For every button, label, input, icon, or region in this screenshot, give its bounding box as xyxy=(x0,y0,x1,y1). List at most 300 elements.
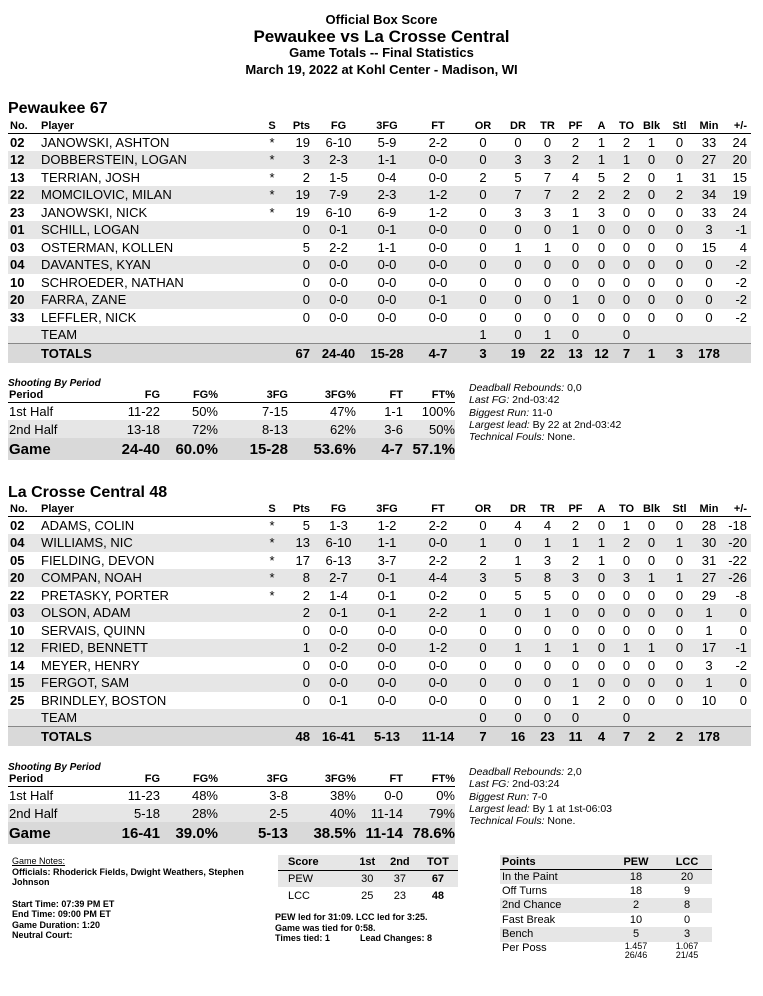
steals: 0 xyxy=(664,221,695,239)
total-player-name: TOTALS xyxy=(39,727,261,746)
def-rebounds: 0 xyxy=(514,135,522,150)
assists: 0 xyxy=(589,569,614,587)
steals: 0 xyxy=(664,151,695,169)
turnovers: 2 xyxy=(622,135,631,150)
field-goals: 1-3 xyxy=(329,518,348,533)
jersey-number xyxy=(8,709,39,727)
player-row xyxy=(8,674,751,692)
field-goals: 0-0 xyxy=(316,291,361,309)
free-throws: 4-4 xyxy=(413,569,463,587)
def-rebounds: 1 xyxy=(503,639,533,657)
points-row xyxy=(500,942,712,960)
plus-minus: 0 xyxy=(723,674,751,692)
column-header-plus-minus: +/- xyxy=(723,503,751,517)
total-points: 67 xyxy=(283,344,316,363)
column-header-off-rebounds: OR xyxy=(463,120,503,134)
points-header: PEW xyxy=(610,855,662,869)
assists: 3 xyxy=(597,204,606,220)
jersey-number: 02 xyxy=(10,135,25,150)
shooting-cell: 3-8 xyxy=(269,787,288,803)
free-throws: 0-0 xyxy=(428,239,448,255)
jersey-number: 05 xyxy=(10,552,25,568)
jersey-number: 14 xyxy=(10,657,25,673)
jersey-number: 33 xyxy=(10,309,25,325)
free-throws: 0-0 xyxy=(413,534,463,552)
points: 0 xyxy=(283,674,316,692)
points-breakdown-table xyxy=(500,855,712,960)
points: 0 xyxy=(302,274,310,290)
three-pointers: 0-0 xyxy=(377,692,397,708)
shooting-cell: 1st Half xyxy=(9,403,54,419)
starter-mark: * xyxy=(269,552,275,568)
three-pointers: 0-0 xyxy=(377,309,397,325)
total-field-goals: 24-40 xyxy=(316,344,361,363)
player-row xyxy=(8,256,751,274)
plus-minus: -20 xyxy=(723,534,751,552)
minutes: 1 xyxy=(695,604,723,622)
team-note xyxy=(469,407,621,419)
def-rebounds: 0 xyxy=(503,291,533,309)
turnovers: 0 xyxy=(622,309,631,325)
field-goals: 1-5 xyxy=(329,169,348,185)
column-header-def-rebounds: DR xyxy=(503,120,533,134)
points: 0 xyxy=(302,309,310,325)
shooting-table-home xyxy=(8,389,455,460)
points-header: LCC xyxy=(662,855,712,869)
total-minutes: 178 xyxy=(695,727,723,746)
personal-fouls: 0 xyxy=(571,309,580,325)
def-rebounds: 0 xyxy=(514,274,522,290)
points: 2 xyxy=(302,587,310,603)
column-header-assists: A xyxy=(589,503,614,517)
points-label: In the Paint xyxy=(500,869,610,884)
points-value: 18 xyxy=(610,869,662,884)
three-pointers: 0-1 xyxy=(361,569,413,587)
shooting-cell: 1st Half xyxy=(9,787,54,803)
minutes: 0 xyxy=(705,309,713,325)
plus-minus: -2 xyxy=(723,256,751,274)
free-throws: 1-2 xyxy=(428,204,448,220)
total-rebounds: 1 xyxy=(533,639,562,657)
turnovers: 2 xyxy=(614,534,639,552)
field-goals: 2-2 xyxy=(329,239,348,255)
note-label: Technical Fouls: xyxy=(469,815,545,828)
total-personal-fouls: 13 xyxy=(562,344,589,363)
points: 0 xyxy=(283,221,316,239)
total-plus-minus xyxy=(723,344,751,363)
plus-minus: 4 xyxy=(739,239,747,255)
def-rebounds: 7 xyxy=(503,186,533,204)
free-throws: 0-0 xyxy=(428,657,448,673)
points: 19 xyxy=(283,186,316,204)
free-throws: 0-0 xyxy=(428,692,448,708)
off-rebounds: 0 xyxy=(479,309,487,325)
total-rebounds: 7 xyxy=(543,169,552,185)
total-steals: 3 xyxy=(664,344,695,363)
shooting-period-row xyxy=(8,420,455,438)
jersey-number: 03 xyxy=(8,604,39,622)
shooting-cell: 48% xyxy=(191,787,218,803)
off-rebounds: 0 xyxy=(479,657,487,673)
player-name: TEAM xyxy=(39,326,261,344)
personal-fouls: 1 xyxy=(562,291,589,309)
column-header-jersey-number: No. xyxy=(8,503,39,517)
total-field-goals: 16-41 xyxy=(316,727,361,746)
player-name: MEYER, HENRY xyxy=(41,657,140,673)
points-label: Fast Break xyxy=(502,913,556,926)
personal-fouls: 1 xyxy=(562,534,589,552)
starter-mark: * xyxy=(261,151,283,169)
total-starter-mark xyxy=(261,344,283,363)
shooting-cell: 62% xyxy=(288,420,356,438)
plus-minus: -1 xyxy=(723,639,751,657)
starter-mark xyxy=(261,639,283,657)
matchup-title: Pewaukee vs La Crosse Central xyxy=(253,27,510,46)
free-throws: 0-0 xyxy=(428,169,448,185)
player-name: WILLIAMS, NIC xyxy=(39,534,261,552)
column-header-minutes: Min xyxy=(695,120,723,134)
blocks: 0 xyxy=(647,274,656,290)
off-rebounds: 0 xyxy=(463,291,503,309)
def-rebounds: 0 xyxy=(503,674,533,692)
note-value: 2nd-03:42 xyxy=(509,394,560,407)
jersey-number: 12 xyxy=(8,151,39,169)
team-note xyxy=(469,803,612,815)
shooting-cell: 7-15 xyxy=(261,403,288,419)
assists xyxy=(589,326,614,344)
column-header-off-rebounds: OR xyxy=(463,503,503,517)
player-row xyxy=(8,639,751,657)
total-rebounds: 0 xyxy=(533,674,562,692)
starter-mark: * xyxy=(269,204,275,220)
points: 1 xyxy=(283,639,316,657)
field-goals: 1-4 xyxy=(329,587,348,603)
player-row xyxy=(8,186,751,204)
off-rebounds: 0 xyxy=(463,674,503,692)
score-cell: 25 xyxy=(361,889,374,902)
blocks: 1 xyxy=(647,135,656,150)
free-throws: 2-2 xyxy=(428,552,448,568)
free-throws: 0-1 xyxy=(413,291,463,309)
turnovers: 0 xyxy=(622,204,631,220)
plus-minus: -18 xyxy=(728,518,747,533)
field-goals: 0-0 xyxy=(316,256,361,274)
neutral-court: Neutral Court: xyxy=(12,930,73,940)
player-row xyxy=(8,517,751,535)
three-pointers: 1-1 xyxy=(361,534,413,552)
turnovers: 1 xyxy=(622,518,631,533)
three-pointers: 5-9 xyxy=(377,135,397,150)
field-goals: 0-1 xyxy=(316,604,361,622)
steals: 1 xyxy=(675,169,684,185)
minutes: 29 xyxy=(701,587,717,603)
shooting-header: FT xyxy=(356,773,403,786)
team-note xyxy=(469,815,612,827)
shooting-cell: 0% xyxy=(436,787,455,803)
free-throws: 1-2 xyxy=(413,639,463,657)
player-row xyxy=(8,221,751,239)
note-label: Last FG: xyxy=(469,778,510,791)
plus-minus: -26 xyxy=(723,569,751,587)
total-blocks: 1 xyxy=(639,344,664,363)
total-rebounds: 3 xyxy=(543,204,552,220)
def-rebounds: 0 xyxy=(514,622,522,638)
plus-minus xyxy=(723,709,751,727)
team-note xyxy=(469,791,612,803)
player-name: TERRIAN, JOSH xyxy=(41,169,140,185)
total-rebounds: 5 xyxy=(543,587,552,603)
team-abbr: PEW xyxy=(278,870,353,887)
total-starter-mark xyxy=(261,727,283,746)
assists: 2 xyxy=(589,186,614,204)
team-notes-away xyxy=(469,766,612,827)
three-pointers: 3-7 xyxy=(377,552,397,568)
lead-changes: Lead Changes: 8 xyxy=(360,933,433,943)
column-header-assists: A xyxy=(589,120,614,134)
column-header-personal-fouls: PF xyxy=(562,120,589,134)
total-rebounds: 4 xyxy=(543,518,552,533)
per-poss-fraction: 21/45 xyxy=(675,949,699,960)
note-value: None. xyxy=(544,815,576,828)
points-label: 2nd Chance xyxy=(500,898,610,913)
three-pointers: 0-0 xyxy=(361,291,413,309)
assists: 0 xyxy=(589,674,614,692)
off-rebounds: 0 xyxy=(463,639,503,657)
off-rebounds: 2 xyxy=(479,169,487,185)
steals: 0 xyxy=(675,518,684,533)
team-note xyxy=(469,431,621,443)
player-row xyxy=(8,151,751,169)
column-header-jersey-number: No. xyxy=(8,120,39,134)
points: 0 xyxy=(283,291,316,309)
turnovers: 0 xyxy=(614,709,639,727)
starter-mark xyxy=(261,309,283,327)
field-goals: 6-13 xyxy=(325,552,352,568)
note-value: 11-0 xyxy=(529,406,553,419)
blocks: 0 xyxy=(647,552,656,568)
starter-mark xyxy=(261,239,283,257)
player-name: OLSON, ADAM xyxy=(39,604,261,622)
points: 5 xyxy=(302,239,310,255)
field-goals: 0-0 xyxy=(329,309,348,325)
turnovers: 0 xyxy=(614,221,639,239)
free-throws: 1-2 xyxy=(413,186,463,204)
score-cell: 23 xyxy=(393,889,406,902)
column-header-free-throws: FT xyxy=(413,503,463,517)
player-row xyxy=(8,534,751,552)
shooting-game-row xyxy=(8,438,455,460)
blocks: 0 xyxy=(639,186,664,204)
steals: 0 xyxy=(675,622,684,638)
points-header: Points xyxy=(500,855,610,869)
points-row xyxy=(500,898,712,913)
def-rebounds: 4 xyxy=(514,518,522,533)
field-goals: 2-3 xyxy=(316,151,361,169)
jersey-number: 23 xyxy=(10,204,25,220)
points-value: 5 xyxy=(610,927,662,942)
plus-minus: 24 xyxy=(732,135,747,150)
total-rebounds: 0 xyxy=(533,221,562,239)
plus-minus: 0 xyxy=(739,692,747,708)
jersey-number: 22 xyxy=(8,186,39,204)
shooting-cell: 57.1% xyxy=(403,438,455,460)
points-value: 3 xyxy=(662,927,712,942)
def-rebounds: 0 xyxy=(503,709,533,727)
personal-fouls: 0 xyxy=(571,587,580,603)
minutes: 10 xyxy=(701,692,717,708)
jersey-number: 01 xyxy=(8,221,39,239)
personal-fouls: 2 xyxy=(571,518,580,533)
date-venue: March 19, 2022 at Kohl Center - Madison, WI xyxy=(245,62,518,77)
def-rebounds: 5 xyxy=(514,587,522,603)
blocks: 0 xyxy=(647,692,656,708)
shooting-cell: 11-14 xyxy=(356,822,403,844)
minutes: 28 xyxy=(701,518,717,533)
player-name: JANOWSKI, ASHTON xyxy=(41,135,170,150)
score-header: Score xyxy=(278,855,353,870)
end-time: End Time: 09:00 PM ET xyxy=(12,909,111,919)
points-value: 20 xyxy=(662,869,712,884)
game-duration: Game Duration: 1:20 xyxy=(12,919,101,930)
column-header-player-name: Player xyxy=(39,120,261,134)
game-notes-title: Game Notes: xyxy=(12,856,66,866)
shooting-header: FG xyxy=(88,773,160,786)
steals: 0 xyxy=(675,309,684,325)
off-rebounds: 0 xyxy=(463,151,503,169)
shooting-header: 3FG% xyxy=(288,773,356,786)
three-pointers: 6-9 xyxy=(377,204,397,220)
jersey-number: 22 xyxy=(10,587,25,603)
player-row xyxy=(8,274,751,292)
free-throws xyxy=(413,326,463,344)
off-rebounds: 0 xyxy=(463,186,503,204)
personal-fouls: 0 xyxy=(562,709,589,727)
player-row xyxy=(8,587,751,605)
column-header-three-pointers: 3FG xyxy=(361,503,413,517)
points: 8 xyxy=(283,569,316,587)
column-header-player-name: Player xyxy=(39,503,261,517)
points-row xyxy=(500,913,712,928)
turnovers: 1 xyxy=(614,151,639,169)
totals-row xyxy=(8,727,751,746)
shooting-cell: 24-40 xyxy=(88,438,160,460)
note-label: Technical Fouls: xyxy=(469,431,545,444)
starter-mark: * xyxy=(269,518,275,533)
score-cell: 30 xyxy=(353,870,382,887)
three-pointers: 0-0 xyxy=(361,639,413,657)
per-poss-value: 1.067 xyxy=(675,940,699,951)
def-rebounds: 1 xyxy=(514,239,522,255)
shooting-cell: 50% xyxy=(403,420,455,438)
points: 19 xyxy=(295,135,310,150)
turnovers: 0 xyxy=(622,274,631,290)
off-rebounds: 0 xyxy=(463,709,503,727)
shooting-cell: 4-7 xyxy=(356,438,403,460)
turnovers: 0 xyxy=(622,587,631,603)
assists: 0 xyxy=(597,657,606,673)
minutes: 17 xyxy=(695,639,723,657)
player-name: FRIED, BENNETT xyxy=(39,639,261,657)
total-jersey-number xyxy=(8,727,39,746)
turnovers: 2 xyxy=(614,186,639,204)
player-name: FERGOT, SAM xyxy=(39,674,261,692)
field-goals: 6-10 xyxy=(316,534,361,552)
minutes: 30 xyxy=(695,534,723,552)
shooting-cell: 40% xyxy=(288,804,356,822)
minutes: 15 xyxy=(701,239,717,255)
player-name: SCHROEDER, NATHAN xyxy=(41,274,184,290)
player-name: TEAM xyxy=(39,709,261,727)
jersey-number: 12 xyxy=(8,639,39,657)
three-pointers: 0-0 xyxy=(361,674,413,692)
def-rebounds: 5 xyxy=(503,569,533,587)
note-value: 7-0 xyxy=(529,790,548,803)
def-rebounds: 0 xyxy=(503,326,533,344)
off-rebounds: 0 xyxy=(463,221,503,239)
jersey-number: 13 xyxy=(10,169,25,185)
free-throws: 0-2 xyxy=(428,587,448,603)
player-row xyxy=(8,134,751,152)
def-rebounds: 0 xyxy=(503,534,533,552)
starter-mark: * xyxy=(261,186,283,204)
points: 0 xyxy=(302,692,310,708)
note-label: Biggest Run: xyxy=(469,790,530,803)
shooting-header: FT% xyxy=(403,389,455,402)
note-label: Last FG: xyxy=(469,394,510,407)
turnovers: 0 xyxy=(614,674,639,692)
plus-minus: 15 xyxy=(732,169,747,185)
shooting-cell: 2nd Half xyxy=(8,804,88,822)
shooting-cell: 2-5 xyxy=(218,804,288,822)
points-value: 8 xyxy=(662,898,712,913)
off-rebounds: 1 xyxy=(463,534,503,552)
shooting-cell: 39.0% xyxy=(160,822,218,844)
total-three-pointers: 15-28 xyxy=(361,344,413,363)
per-poss-fraction: 26/46 xyxy=(624,949,648,960)
jersey-number xyxy=(8,326,39,344)
three-pointers: 1-2 xyxy=(377,518,397,533)
shooting-period-row xyxy=(8,402,455,420)
field-goals: 0-0 xyxy=(329,622,348,638)
plus-minus: 0 xyxy=(723,604,751,622)
off-rebounds: 1 xyxy=(463,604,503,622)
points: 13 xyxy=(283,534,316,552)
points: 19 xyxy=(295,204,310,220)
total-rebounds: 0 xyxy=(533,291,562,309)
personal-fouls: 0 xyxy=(571,239,580,255)
total-rebounds: 1 xyxy=(533,326,562,344)
minutes: 27 xyxy=(695,569,723,587)
total-total-rebounds: 22 xyxy=(533,344,562,363)
free-throws: 0-0 xyxy=(413,221,463,239)
subtitle: Game Totals -- Final Statistics xyxy=(289,45,474,60)
blocks: 0 xyxy=(647,309,656,325)
team-note xyxy=(469,394,621,406)
column-header-field-goals: FG xyxy=(316,120,361,134)
total-rebounds: 8 xyxy=(533,569,562,587)
personal-fouls: 0 xyxy=(562,604,589,622)
free-throws: 2-2 xyxy=(413,604,463,622)
steals xyxy=(664,709,695,727)
personal-fouls: 0 xyxy=(571,622,580,638)
minutes: 3 xyxy=(695,221,723,239)
points xyxy=(283,709,316,727)
points-label: Per Poss xyxy=(502,941,547,954)
def-rebounds: 0 xyxy=(514,657,522,673)
field-goals: 0-0 xyxy=(316,674,361,692)
jersey-number: 20 xyxy=(8,569,39,587)
player-name: DAVANTES, KYAN xyxy=(39,256,261,274)
